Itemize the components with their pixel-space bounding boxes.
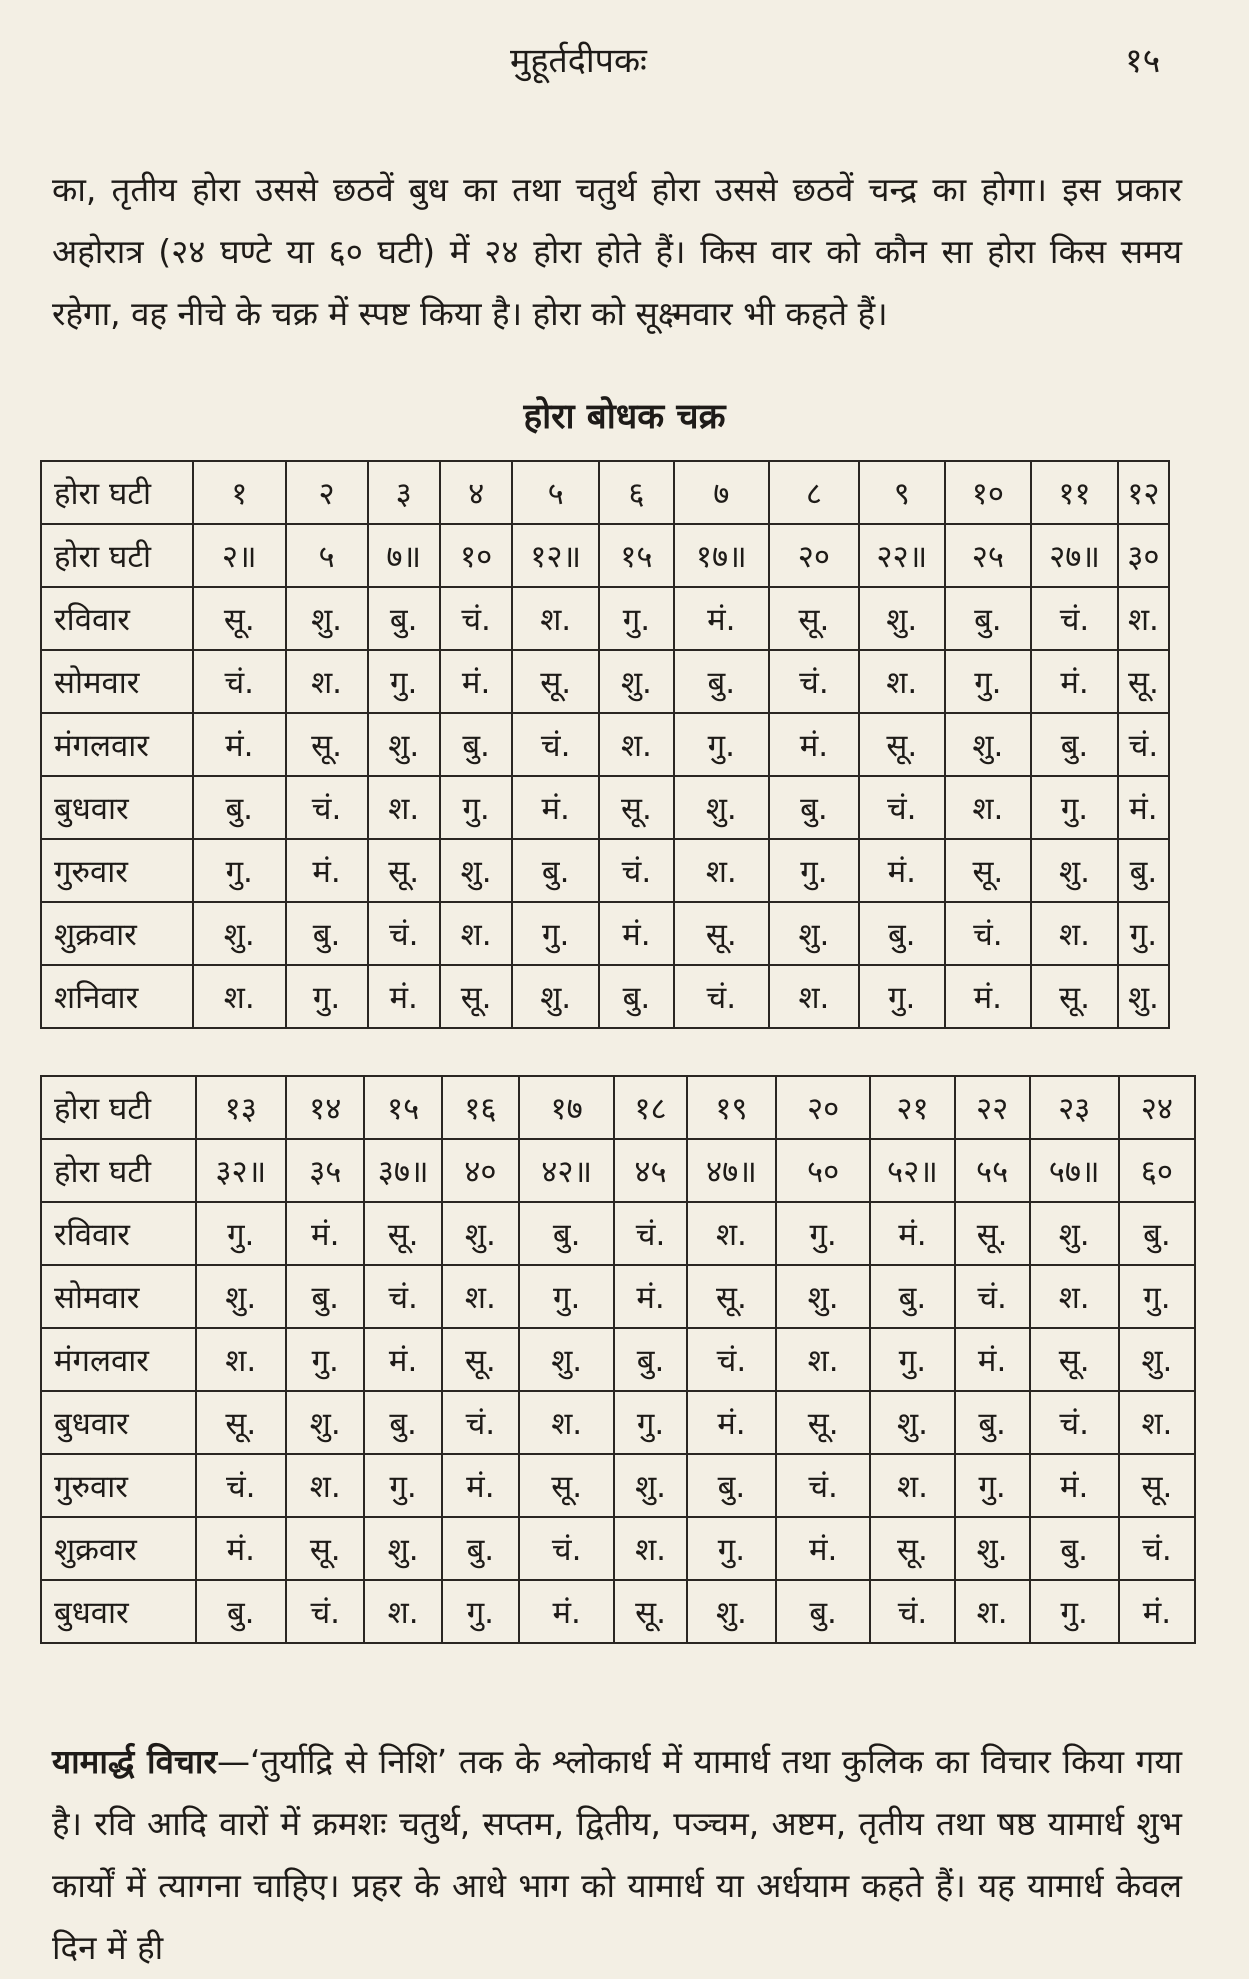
table-cell: श. — [286, 1454, 364, 1517]
page-number: १५ — [1125, 41, 1161, 81]
intro-paragraph: का, तृतीय होरा उससे छठवें बुध का तथा चतुर्थ होरा उससे छठवें चन्द्र का होगा। इस प्रकार अहोरात्र (२४ घण्टे या ६० घटी) में २४ होरा होते हैं। किस वार को कौन सा होरा किस समय रहेगा, वह नीचे के चक्र में स्पष्ट किया है। होरा को सूक्ष्मवार भी कहते हैं। — [52, 170, 1182, 333]
table-cell: सू. — [512, 650, 599, 713]
table-cell: १० — [945, 461, 1032, 524]
table-cell: बु. — [955, 1391, 1030, 1454]
table-row — [41, 902, 1169, 965]
table-cell: सू. — [769, 587, 859, 650]
running-header — [0, 30, 1249, 80]
table-cell: गु. — [859, 965, 944, 1028]
table-cell: शु. — [870, 1391, 954, 1454]
table-cell: बु. — [440, 713, 512, 776]
table-cell: मं. — [364, 1328, 441, 1391]
table-cell: सू. — [196, 1391, 287, 1454]
table-cell: श. — [196, 1328, 287, 1391]
row-label: मंगलवार — [41, 713, 193, 776]
table-cell: मं. — [442, 1454, 519, 1517]
table-cell: बु. — [1030, 1517, 1119, 1580]
table-cell: १५ — [364, 1076, 441, 1139]
table-cell: चं. — [599, 839, 674, 902]
row-label: रविवार — [41, 1202, 196, 1265]
table-cell: मं. — [1031, 650, 1118, 713]
table-cell: ५ — [286, 524, 368, 587]
row-label: होरा घटी — [41, 524, 193, 587]
table-cell: शु. — [1118, 965, 1169, 1028]
table-cell: चं. — [364, 1265, 441, 1328]
table-cell: बु. — [512, 839, 599, 902]
table-cell: ५ — [512, 461, 599, 524]
table-cell: बु. — [859, 902, 944, 965]
row-label: शुक्रवार — [41, 902, 193, 965]
table-cell: श. — [286, 650, 368, 713]
table-cell: बु. — [776, 1580, 870, 1643]
table-cell: सू. — [674, 902, 769, 965]
table-cell: मं. — [1118, 776, 1169, 839]
row-label: होरा घटी — [41, 461, 193, 524]
table-cell: चं. — [859, 776, 944, 839]
table-cell: मं. — [945, 965, 1032, 1028]
table-cell: चं. — [614, 1202, 686, 1265]
hora-table-2 — [40, 1075, 1196, 1644]
table-cell: चं. — [286, 776, 368, 839]
table-cell: ४० — [442, 1139, 519, 1202]
table-cell: गु. — [368, 650, 440, 713]
table-cell: बु. — [1118, 839, 1169, 902]
table-cell: गु. — [193, 839, 286, 902]
table-cell: चं. — [769, 650, 859, 713]
table-cell: ३७॥ — [364, 1139, 441, 1202]
table-cell: श. — [687, 1202, 776, 1265]
table-cell: सू. — [364, 1202, 441, 1265]
table-cell: चं. — [193, 650, 286, 713]
row-label: सोमवार — [41, 650, 193, 713]
table-row — [41, 1076, 1195, 1139]
table-cell: मं. — [776, 1517, 870, 1580]
table-cell: गु. — [614, 1391, 686, 1454]
table-cell: शु. — [519, 1328, 614, 1391]
table-cell: चं. — [687, 1328, 776, 1391]
table-cell: श. — [859, 650, 944, 713]
table-cell: गु. — [776, 1202, 870, 1265]
table-cell: बु. — [687, 1454, 776, 1517]
table-cell: १४ — [286, 1076, 364, 1139]
table-cell: चं. — [368, 902, 440, 965]
table-cell: मं. — [674, 587, 769, 650]
table-cell: शु. — [769, 902, 859, 965]
table-row — [41, 1328, 1195, 1391]
table-cell: सू. — [286, 713, 368, 776]
table-cell: गु. — [1030, 1580, 1119, 1643]
table-cell: गु. — [1031, 776, 1118, 839]
table-cell: सू. — [870, 1517, 954, 1580]
table-cell: २२ — [955, 1076, 1030, 1139]
table-cell: गु. — [674, 713, 769, 776]
table-cell: चं. — [776, 1454, 870, 1517]
table-cell: श. — [1118, 587, 1169, 650]
table-cell: ३ — [368, 461, 440, 524]
table-cell: गु. — [687, 1517, 776, 1580]
table-cell: सू. — [193, 587, 286, 650]
table-cell: १७॥ — [674, 524, 769, 587]
table-cell: ४७॥ — [687, 1139, 776, 1202]
table-cell: १२॥ — [512, 524, 599, 587]
table-cell: श. — [776, 1328, 870, 1391]
table-cell: गु. — [945, 650, 1032, 713]
table-cell: श. — [614, 1517, 686, 1580]
table-cell: बु. — [442, 1517, 519, 1580]
table-row — [41, 965, 1169, 1028]
table-cell: शु. — [440, 839, 512, 902]
hora-table-1 — [40, 460, 1170, 1029]
table-cell: श. — [193, 965, 286, 1028]
table-cell: मं. — [614, 1265, 686, 1328]
table-cell: शु. — [364, 1517, 441, 1580]
table-cell: शु. — [674, 776, 769, 839]
table-cell: श. — [368, 776, 440, 839]
table-cell: श. — [955, 1580, 1030, 1643]
table-cell: मं. — [599, 902, 674, 965]
table-cell: २ — [286, 461, 368, 524]
yamardh-heading: यामार्द्ध विचार — [52, 1742, 217, 1781]
table-cell: सू. — [519, 1454, 614, 1517]
table-cell: २५ — [945, 524, 1032, 587]
table-cell: बु. — [1119, 1202, 1195, 1265]
table-cell: सू. — [1031, 965, 1118, 1028]
table-row — [41, 461, 1169, 524]
table-cell: गु. — [955, 1454, 1030, 1517]
table-cell: श. — [442, 1265, 519, 1328]
table-cell: बु. — [769, 776, 859, 839]
table-cell: गु. — [442, 1580, 519, 1643]
table-row — [41, 776, 1169, 839]
table-cell: शु. — [286, 1391, 364, 1454]
table-cell: ४५ — [614, 1139, 686, 1202]
table-row — [41, 1265, 1195, 1328]
table-cell: १० — [440, 524, 512, 587]
table-cell: बु. — [196, 1580, 287, 1643]
table-row — [41, 1139, 1195, 1202]
table-cell: ४ — [440, 461, 512, 524]
table-cell: १ — [193, 461, 286, 524]
table-cell: २४ — [1119, 1076, 1195, 1139]
table-cell: शु. — [599, 650, 674, 713]
table-cell: शु. — [193, 902, 286, 965]
table-cell: सू. — [442, 1328, 519, 1391]
table-cell: बु. — [193, 776, 286, 839]
table-cell: ७॥ — [368, 524, 440, 587]
table-row — [41, 1580, 1195, 1643]
row-label: गुरुवार — [41, 1454, 196, 1517]
table-cell: ५७॥ — [1030, 1139, 1119, 1202]
table-cell: २० — [776, 1076, 870, 1139]
table-cell: सू. — [1119, 1454, 1195, 1517]
table-cell: गु. — [286, 965, 368, 1028]
table-cell: मं. — [870, 1202, 954, 1265]
table-cell: ४२॥ — [519, 1139, 614, 1202]
table-cell: गु. — [519, 1265, 614, 1328]
table-row — [41, 1202, 1195, 1265]
table-cell: चं. — [1119, 1517, 1195, 1580]
table-cell: सू. — [1118, 650, 1169, 713]
table-cell: चं. — [870, 1580, 954, 1643]
table-cell: श. — [519, 1391, 614, 1454]
table-cell: शु. — [1119, 1328, 1195, 1391]
yamardh-text: —‘तुर्याद्रि से निशि’ तक के श्लोकार्ध में यामार्ध तथा कुलिक का विचार किया गया है। रवि आदि वारों में क्रमशः चतुर्थ, सप्तम, द्वितीय, पञ्चम, अष्टम, तृतीय तथा षष्ठ यामार्ध शुभ कार्यों में त्यागना चाहिए। प्रहर के आधे भाग को यामार्ध या अर्धयाम कहते हैं। यह यामार्ध केवल दिन में ही — [52, 1742, 1183, 1967]
table-cell: शु. — [368, 713, 440, 776]
table-cell: गु. — [599, 587, 674, 650]
table-cell: २॥ — [193, 524, 286, 587]
table-cell: श. — [674, 839, 769, 902]
table-cell: मं. — [769, 713, 859, 776]
table-cell: १५ — [599, 524, 674, 587]
table-cell: श. — [599, 713, 674, 776]
table-row — [41, 1454, 1195, 1517]
table-cell: चं. — [519, 1517, 614, 1580]
row-label: होरा घटी — [41, 1139, 196, 1202]
table-cell: चं. — [286, 1580, 364, 1643]
table-cell: श. — [870, 1454, 954, 1517]
table-cell: २० — [769, 524, 859, 587]
table-cell: श. — [364, 1580, 441, 1643]
chart-title: होरा बोधक चक्र — [523, 397, 726, 437]
table-cell: मं. — [196, 1517, 287, 1580]
table-cell: श. — [1119, 1391, 1195, 1454]
table-cell: मं. — [440, 650, 512, 713]
table-cell: बु. — [870, 1265, 954, 1328]
table-cell: शु. — [945, 713, 1032, 776]
table-cell: सू. — [687, 1265, 776, 1328]
table-row — [41, 587, 1169, 650]
table-cell: श. — [1031, 902, 1118, 965]
table-row — [41, 1391, 1195, 1454]
table-cell: सू. — [945, 839, 1032, 902]
table-cell: गु. — [196, 1202, 287, 1265]
table-cell: सू. — [440, 965, 512, 1028]
table-cell: सू. — [1030, 1328, 1119, 1391]
table-cell: गु. — [286, 1328, 364, 1391]
table-row — [41, 524, 1169, 587]
table-cell: मं. — [286, 839, 368, 902]
table-cell: ६० — [1119, 1139, 1195, 1202]
table-cell: चं. — [1031, 587, 1118, 650]
table-cell: शु. — [512, 965, 599, 1028]
table-cell: १९ — [687, 1076, 776, 1139]
table-cell: गु. — [769, 839, 859, 902]
table-cell: बु. — [286, 902, 368, 965]
table-cell: श. — [945, 776, 1032, 839]
table-cell: चं. — [440, 587, 512, 650]
table-cell: शु. — [1030, 1202, 1119, 1265]
table-cell: श. — [1030, 1265, 1119, 1328]
table-cell: श. — [512, 587, 599, 650]
table-cell: ९ — [859, 461, 944, 524]
table-row — [41, 650, 1169, 713]
table-cell: सू. — [955, 1202, 1030, 1265]
table-cell: मं. — [1030, 1454, 1119, 1517]
table-cell: बु. — [1031, 713, 1118, 776]
table-cell: बु. — [945, 587, 1032, 650]
table-cell: ५० — [776, 1139, 870, 1202]
table-cell: श. — [769, 965, 859, 1028]
table-cell: ३५ — [286, 1139, 364, 1202]
table-cell: शु. — [196, 1265, 287, 1328]
table-cell: ७ — [674, 461, 769, 524]
table-cell: गु. — [364, 1454, 441, 1517]
table-cell: शु. — [442, 1202, 519, 1265]
table-cell: चं. — [674, 965, 769, 1028]
table-cell: मं. — [193, 713, 286, 776]
table-cell: १६ — [442, 1076, 519, 1139]
table-cell: शु. — [776, 1265, 870, 1328]
table-cell: चं. — [196, 1454, 287, 1517]
table-cell: सू. — [599, 776, 674, 839]
table-cell: मं. — [955, 1328, 1030, 1391]
table-cell: चं. — [512, 713, 599, 776]
table-cell: गु. — [1119, 1265, 1195, 1328]
table-cell: २१ — [870, 1076, 954, 1139]
row-label: गुरुवार — [41, 839, 193, 902]
row-label: सोमवार — [41, 1265, 196, 1328]
table-cell: ३० — [1118, 524, 1169, 587]
table-cell: गु. — [512, 902, 599, 965]
table-cell: शु. — [955, 1517, 1030, 1580]
table-cell: ५५ — [955, 1139, 1030, 1202]
table-cell: चं. — [442, 1391, 519, 1454]
table-cell: शु. — [1031, 839, 1118, 902]
table-cell: गु. — [870, 1328, 954, 1391]
row-label: बुधवार — [41, 1391, 196, 1454]
table-cell: शु. — [687, 1580, 776, 1643]
table-row — [41, 839, 1169, 902]
table-cell: सू. — [614, 1580, 686, 1643]
table-cell: बु. — [674, 650, 769, 713]
table-cell: ८ — [769, 461, 859, 524]
table-cell: गु. — [440, 776, 512, 839]
table-cell: मं. — [687, 1391, 776, 1454]
table-cell: मं. — [1119, 1580, 1195, 1643]
table-cell: मं. — [368, 965, 440, 1028]
table-cell: ५२॥ — [870, 1139, 954, 1202]
table-cell: श. — [440, 902, 512, 965]
table-cell: २७॥ — [1031, 524, 1118, 587]
table-cell: सू. — [859, 713, 944, 776]
table-cell: १२ — [1118, 461, 1169, 524]
table-cell: बु. — [368, 587, 440, 650]
table-cell: मं. — [286, 1202, 364, 1265]
table-cell: बु. — [364, 1391, 441, 1454]
table-cell: शु. — [859, 587, 944, 650]
table-cell: चं. — [955, 1265, 1030, 1328]
row-label: बुधवार — [41, 776, 193, 839]
table-cell: ६ — [599, 461, 674, 524]
row-label: बुधवार — [41, 1580, 196, 1643]
table-cell: मं. — [512, 776, 599, 839]
table-cell: गु. — [1118, 902, 1169, 965]
table-cell: १३ — [196, 1076, 287, 1139]
table-row — [41, 713, 1169, 776]
table-cell: मं. — [519, 1580, 614, 1643]
table-cell: बु. — [286, 1265, 364, 1328]
table-row — [41, 1517, 1195, 1580]
row-label: होरा घटी — [41, 1076, 196, 1139]
table-cell: २२॥ — [859, 524, 944, 587]
row-label: शनिवार — [41, 965, 193, 1028]
table-cell: मं. — [859, 839, 944, 902]
table-cell: चं. — [1118, 713, 1169, 776]
yamardh-paragraph — [52, 1731, 1182, 1979]
table-cell: चं. — [1030, 1391, 1119, 1454]
table-cell: १८ — [614, 1076, 686, 1139]
running-title: मुहूर्तदीपकः — [510, 41, 647, 81]
table-cell: ३२॥ — [196, 1139, 287, 1202]
table-cell: शु. — [286, 587, 368, 650]
row-label: रविवार — [41, 587, 193, 650]
table-cell: शु. — [614, 1454, 686, 1517]
table-cell: चं. — [945, 902, 1032, 965]
table-cell: बु. — [614, 1328, 686, 1391]
row-label: शुक्रवार — [41, 1517, 196, 1580]
table-cell: बु. — [599, 965, 674, 1028]
table-cell: २३ — [1030, 1076, 1119, 1139]
table-cell: सू. — [286, 1517, 364, 1580]
table-cell: सू. — [776, 1391, 870, 1454]
row-label: मंगलवार — [41, 1328, 196, 1391]
table-cell: बु. — [519, 1202, 614, 1265]
table-cell: ११ — [1031, 461, 1118, 524]
table-cell: सू. — [368, 839, 440, 902]
table-cell: १७ — [519, 1076, 614, 1139]
